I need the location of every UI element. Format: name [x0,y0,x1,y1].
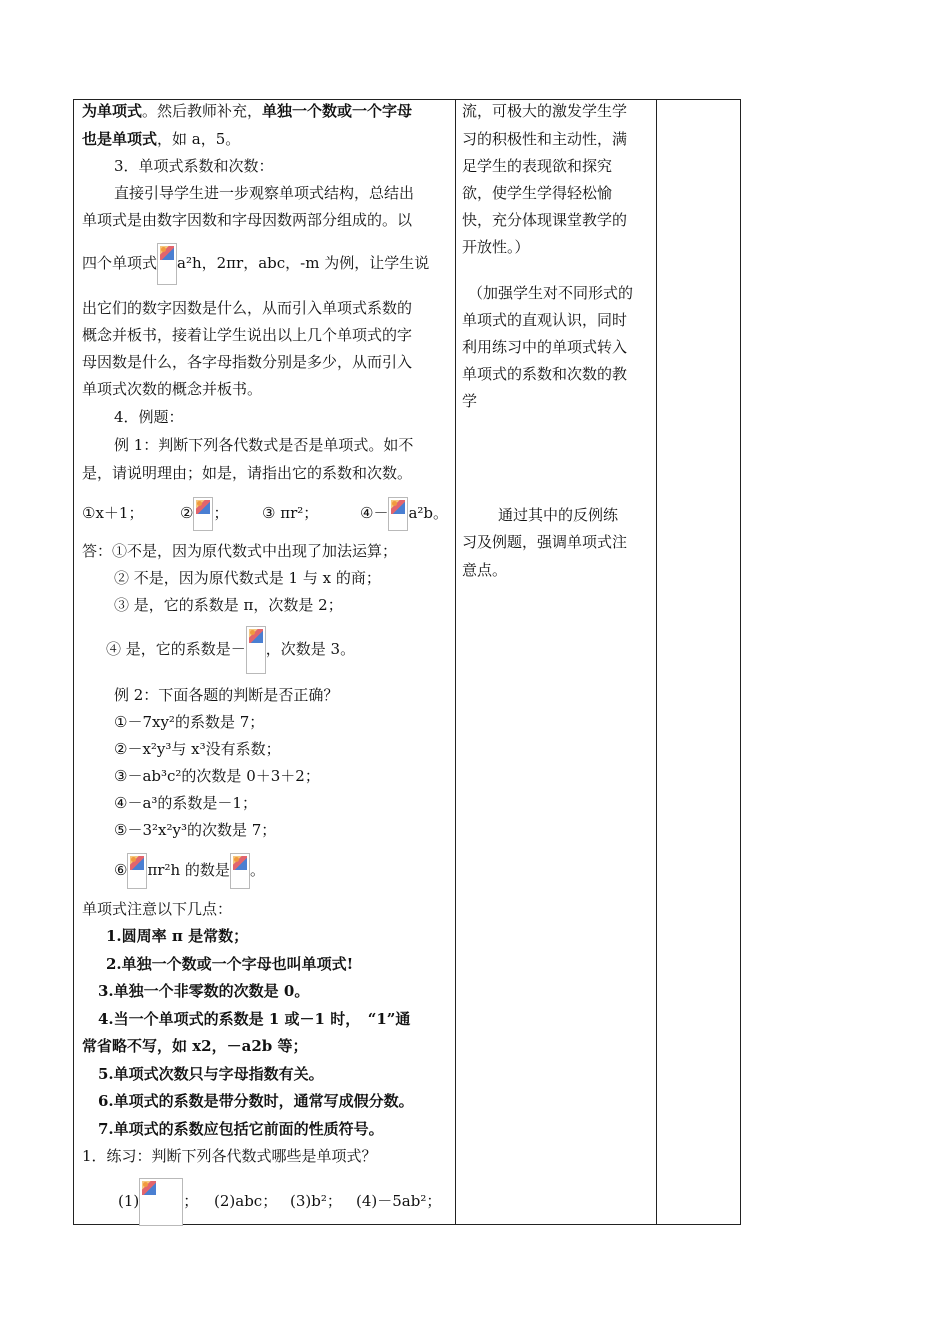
section-heading: 3．单项式系数和次数： [114,157,274,175]
para-line: 母因数是什么，各字母指数分别是多少，从而引入 [82,353,413,371]
broken-image-icon [157,243,177,285]
note-item: 3.单独一个非零数的次数是 0。 [98,982,310,1000]
practice-items [118,1177,448,1225]
example-item: ② ； [180,496,228,531]
broken-image-icon [139,1178,183,1226]
para-line: 概念并板书，接着让学生说出以上几个单项式的字 [82,326,413,344]
practice-item: (1) ； [118,1177,198,1226]
note-line: 快，充分体现课堂教学的 [462,211,628,229]
practice-heading: 1．练习：判断下列各代数式哪些是单项式？ [82,1147,377,1165]
note-line: 足学生的表现欲和探究 [462,157,613,175]
note-line: 习的积极性和主动性，满 [462,130,628,148]
practice-item: (2)abc； [214,1192,278,1210]
example-item: ③－ab³c²的次数是 0＋3＋2； [114,767,320,785]
para-line: 单项式次数的概念并板书。 [82,380,263,398]
note-line: 单项式的直观认识，同时 [462,311,628,329]
para-line: 直接引导学生进一步观察单项式结构，总结出 [114,184,415,202]
example-heading: 例 1：判断下列各代数式是否是单项式。如不 [114,436,414,454]
broken-image-icon [246,626,266,674]
note-item: 5.单项式次数只与字母指数有关。 [98,1065,324,1083]
practice-item: (3)b²； [290,1192,342,1210]
para-line: 四个单项式 a²h，2πr，abc，-m 为例，让学生说 [82,242,429,285]
note-item: 4.当一个单项式的系数是 1 或－1 时， “1”通 [98,1010,411,1028]
broken-image-icon [230,853,250,889]
column-divider [455,100,456,1224]
note-line: 流，可极大的激发学生学 [462,102,628,120]
example-items [82,496,448,532]
note-item: 2.单独一个数或一个字母也叫单项式! [106,955,354,973]
example-heading: 例 2：下面各题的判断是否正确？ [114,686,339,704]
example-item: ⑤－3²x²y³的次数是 7； [114,821,277,839]
answer-line: ④ 是，它的系数是－ ，次数是 3。 [106,625,355,674]
note-line: 学 [462,392,478,410]
note-title: 单项式注意以下几点： [82,900,233,918]
example-item: ①－7xy²的系数是 7； [114,713,265,731]
note-line: 单项式的系数和次数的教 [462,365,628,383]
para-line: 是，请说明理由；如是，请指出它的系数和次数。 [82,464,413,482]
note-line: 通过其中的反例练 [498,506,619,524]
note-line: 开放性。） [462,238,530,256]
example-item: ④－ a²b。 [360,496,448,531]
broken-image-icon [127,853,147,889]
broken-image-icon [388,497,408,531]
note-item: 7.单项式的系数应包括它前面的性质符号。 [98,1120,384,1138]
example-item: ②－x²y³与 x³没有系数； [114,740,281,758]
answer-line: ③ 是，它的系数是 π，次数是 2； [114,596,343,614]
example-item: ①x＋1； [82,504,144,522]
practice-item: (4)－5ab²； [356,1192,442,1210]
example-item: ③ πr²； [262,504,319,522]
para-line: 也是单项式，如 a，5。 [82,130,241,148]
note-line: 习及例题，强调单项式注 [462,533,628,551]
para-line: 出它们的数字因数是什么，从而引入单项式系数的 [82,299,413,317]
para-line: 单项式是由数字因数和字母因数两部分组成的。以 [82,211,413,229]
answer-line: ② 不是，因为原代数式是 1 与 x 的商； [114,569,381,587]
note-line: 欲，使学生学得轻松愉 [462,184,613,202]
section-heading: 4．例题： [114,408,184,426]
answer-line: 答：①不是，因为原代数式中出现了加法运算； [82,542,398,560]
example-item: ④－a³的系数是－1； [114,794,257,812]
note-line: 利用练习中的单项式转入 [462,338,628,356]
note-item: 常省略不写，如 x2，－a2b 等； [82,1037,308,1055]
column-divider [656,100,657,1224]
note-item: 6.单项式的系数是带分数时，通常写成假分数。 [98,1092,414,1110]
lesson-table [73,99,741,1225]
note-item: 1.圆周率 π 是常数； [106,927,249,945]
example-item: ⑥ πr²h 的数是 。 [114,852,265,889]
note-line: （加强学生对不同形式的 [468,284,634,302]
para-line: 为单项式。然后教师补充，单独一个数或一个字母 [82,102,413,120]
note-line: 意点。 [462,561,508,579]
broken-image-icon [193,497,213,531]
